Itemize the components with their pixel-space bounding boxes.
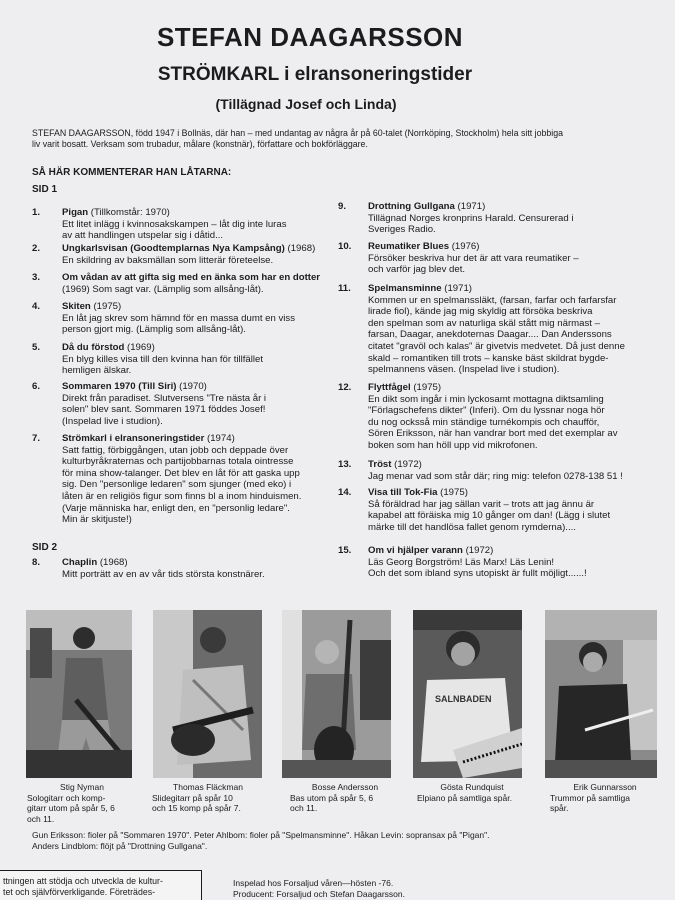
- boxed-notice: ttningen att stödja och utveckla de kultur- tet och självförverkligande. Företrädes-: [0, 870, 202, 900]
- shirt-print: SALNBADEN: [435, 694, 492, 704]
- track-item: 1. Pigan (Tillkomstår: 1970) Ett litet inlägg i kvinnosakskampen – låt dig inte luras av att handlingen utspelar sig i dåtid...: [32, 207, 287, 242]
- track-item: 12. Flyttfågel (1975) En dikt som ingår i min lyckosamt mottagna diktsamling "Förlagschefens dikter" (Inferi). Om du lyssnar noga hör du nog ocksså min ständige turnékompis och chaufför, Sören Eriksson, när han vandrar bort med det exemplar av boken som han höll upp vid mikrofonen.: [338, 382, 618, 451]
- photo-gosta-rundquist: [413, 610, 522, 778]
- track-item: 11. Spelmansminne (1971) Kommen ur en spelmanssläkt, (farsan, farfar och farfarsfar lirade fiol), kände jag mig skyldig att försöka beskriva den spelman som av naturliga skäl stått mig närmast – farsan, Daagar, anekdoternas Daagar.... Dan Anderssons citatet "gravöl och kalas" är givetvis medvetet. Då just denne skald – romantiken till trots – kanske bäst skildrat bygde- spelmannens väsen. (Inspelad live i studion).: [338, 283, 625, 376]
- track-item: 15. Om vi hjälper varann (1972) Läs Georg Borgström! Läs Marx! Läs Lenin! Och det som ibland syns utopiskt är fullt möjligt......!: [338, 545, 587, 580]
- track-item: 4. Skiten (1975) En låt jag skrev som hämnd för en massa dumt en viss person gjort mig. (Lämplig som allsång-låt).: [32, 301, 296, 336]
- musician-caption: Bosse Andersson Bas utom på spår 5, 6 och 11.: [290, 782, 379, 813]
- musician-caption: Gösta Rundquist Elpiano på samtliga spår.: [417, 782, 512, 803]
- track-item: 9. Drottning Gullgana (1971) Tillägnad Norges kronprins Harald. Censurerad i Sveriges Radio.: [338, 201, 574, 236]
- track-item: 3. Om vådan av att gifta sig med en änka som har en dotter (1969) Som sagt var. (Lämplig som allsång-låt).: [32, 272, 321, 295]
- credits-line: Gun Eriksson: fioler på "Sommaren 1970". Peter Ahlbom: fioler på "Spelmansminne". Håkan Levin: sopransax på "Pigan".: [32, 830, 490, 840]
- photo-stig-nyman: [26, 610, 132, 778]
- photo-erik-gunnarsson: [545, 610, 657, 778]
- track-item: 10. Reumatiker Blues (1976) Försöker beskriva hur det är att vara reumatiker – och varför jag blev det.: [338, 241, 579, 276]
- track-item: 14. Visa till Tok-Fia (1975) Så föräldrad har jag sällan varit – trots att jag ännu är kapabel att föräiska mig 10 gånger om dan! (Lägg i slutet märke till det handlösa fallet genom rymderna)....: [338, 487, 611, 533]
- musician-caption: Erik Gunnarsson Trummor på samtliga spår.: [550, 782, 637, 813]
- track-item: 5. Då du förstod (1969) En blyg killes visa till den kvinna han för tillfället hemligen älskar.: [32, 342, 264, 377]
- track-item: 2. Ungkarlsvisan (Goodtemplarnas Nya Kampsång) (1968) En skildring av baksmällan som litterär företeelse.: [32, 243, 316, 266]
- musician-caption: Thomas Fläckman Slidegitarr på spår 10 och 15 komp på spår 7.: [152, 782, 243, 813]
- album-subtitle: STRÖMKARL i elransoneringstider: [157, 64, 473, 85]
- commentary-heading: SÅ HÄR KOMMENTERAR HAN LÅTARNA:: [32, 167, 232, 178]
- musician-caption: Stig Nyman Sologitarr och komp- gitarr utom på spår 5, 6 och 11.: [27, 782, 115, 824]
- track-item: 13. Tröst (1972) Jag menar vad som står där; ring mig: telefon 0278-138 51 !: [338, 459, 623, 482]
- credits-line: Anders Lindblom: flöjt på "Drottning Gullgana".: [32, 840, 208, 851]
- track-item: 8. Chaplin (1968) Mitt porträtt av en av vår tids största konstnärer.: [32, 557, 265, 580]
- track-item: 6. Sommaren 1970 (Till Siri) (1970) Direkt från paradiset. Slutversens "Tre nästa år i solen" blev sant. Sommaren 1971 föddes Josef! (Inspelad live i studion).: [32, 381, 267, 427]
- intro-line: STEFAN DAAGARSSON, född 1947 i Bollnäs, där han – med undantag av några år på 60-talet (Norrköping, Stockholm) hela sitt jobbiga: [32, 128, 564, 138]
- photo-thomas-flackman: [153, 610, 262, 778]
- production-footer: Inspelad hos Forsaljud våren—hösten -76. Producent: Forsaljud och Stefan Daagarsson.: [233, 878, 405, 899]
- track-item: 7. Strömkarl i elransoneringstider (1974) Satt fattig, förbiggången, utan jobb och deppade över kulturbyråkraternas och partijobbarnas totala ointresse för mina show-talanger. Det blev en låt för att gaska upp sig. Den "personlige ledaren" som sjunger (med eko) i låten är en religiös figur som finns bl a inom hinduismen. (Varje människa har, enligt den, en "personlig ledare". Min är skitjuste!): [32, 433, 302, 526]
- artist-intro: [32, 128, 642, 150]
- dedication: (Tillägnad Josef och Linda): [215, 96, 397, 112]
- side-1-label: SID 1: [32, 184, 58, 195]
- intro-line: liv varit bosatt. Verksam som trubadur, målare (konstnär), författare och bokförläggare.: [32, 139, 368, 149]
- guest-credits: [32, 830, 652, 852]
- side-2-label: SID 2: [32, 542, 58, 553]
- photo-bosse-andersson: [282, 610, 391, 778]
- artist-title: STEFAN DAAGARSSON: [156, 22, 464, 52]
